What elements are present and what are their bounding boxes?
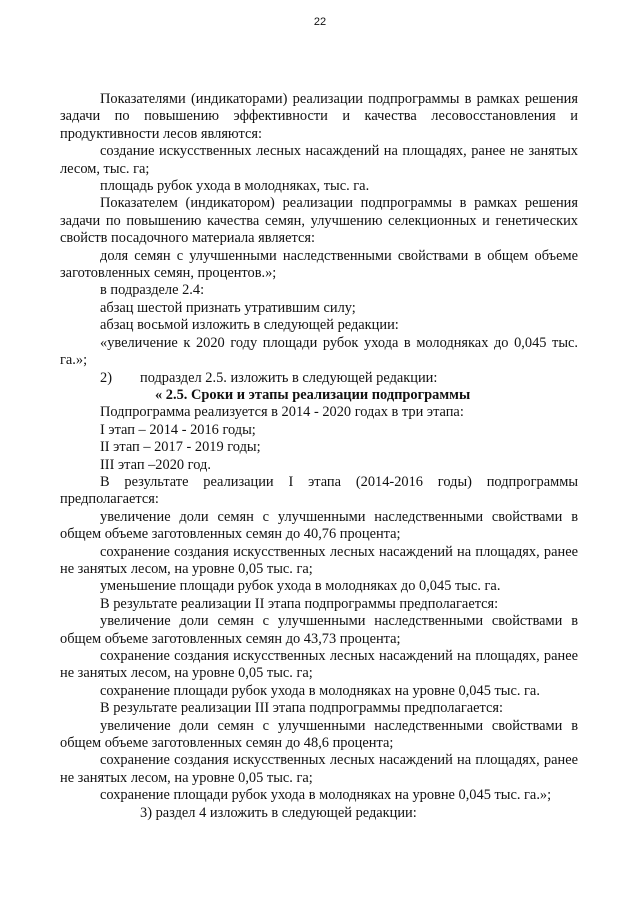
paragraph: Подпрограмма реализуется в 2014 - 2020 годах в три этапа: xyxy=(100,404,464,421)
paragraph: сохранение создания искусственных лесных насаждений на площадях, ранее не занятых лесом, на уровне 0,05 тыс. га; xyxy=(60,648,578,682)
paragraph: сохранение площади рубок ухода в молодняках на уровне 0,045 тыс. га.»; xyxy=(100,787,552,804)
document-body xyxy=(60,91,578,822)
paragraph: В результате реализации III этапа подпрограммы предполагается: xyxy=(100,700,503,717)
numbered-item-2 xyxy=(60,370,578,387)
paragraph: I этап – 2014 - 2016 годы; xyxy=(100,421,256,438)
paragraph: В результате реализации I этапа (2014-2016 годы) подпрограммы предполагается: xyxy=(60,473,578,508)
paragraph: II этап – 2017 - 2019 годы; xyxy=(100,439,261,456)
paragraph: доля семян с улучшенными наследственными свойствами в общем объеме заготовленных семян, процентов.»; xyxy=(60,247,578,282)
paragraph: в подразделе 2.4: xyxy=(100,282,205,299)
paragraph: III этап –2020 год. xyxy=(100,456,211,473)
paragraph: Показателями (индикаторами) реализации подпрограммы в рамках решения задачи по повышению эффективности и качества лесовосстановления и продуктивности лесов являются: xyxy=(60,91,578,142)
paragraph: абзац восьмой изложить в следующей редакции: xyxy=(100,317,399,334)
paragraph: Показателем (индикатором) реализации подпрограммы в рамках решения задачи по повышению качества семян, улучшению селекционных и генетических свойств посадочного материала является: xyxy=(60,195,578,247)
paragraph: увеличение доли семян с улучшенными наследственными свойствами в общем объеме заготовленных семян до 40,76 процента; xyxy=(60,508,578,543)
paragraph: абзац шестой признать утратившим силу; xyxy=(100,299,356,316)
page-number: 22 xyxy=(313,16,327,28)
paragraph: создание искусственных лесных насаждений на площадях, ранее не занятых лесом, тыс. га; xyxy=(60,143,578,177)
item-text: подраздел 2.5. изложить в следующей редакции: xyxy=(140,369,438,386)
paragraph: сохранение создания искусственных лесных насаждений на площадях, ранее не занятых лесом, на уровне 0,05 тыс. га; xyxy=(60,543,578,577)
paragraph: увеличение доли семян с улучшенными наследственными свойствами в общем объеме заготовленных семян до 43,73 процента; xyxy=(60,613,578,647)
paragraph: увеличение доли семян с улучшенными наследственными свойствами в общем объеме заготовленных семян до 48,6 процента; xyxy=(60,717,578,752)
paragraph: уменьшение площади рубок ухода в молодняках до 0,045 тыс. га. xyxy=(100,578,501,595)
paragraph: площадь рубок ухода в молодняках, тыс. га. xyxy=(100,178,370,195)
item-number: 2) xyxy=(100,369,112,386)
numbered-item-3: 3) раздел 4 изложить в следующей редакции: xyxy=(140,804,417,821)
section-heading: « 2.5. Сроки и этапы реализации подпрограммы xyxy=(155,386,471,403)
paragraph: сохранение создания искусственных лесных насаждений на площадях, ранее не занятых лесом, на уровне 0,05 тыс. га; xyxy=(60,752,578,786)
paragraph: В результате реализации II этапа подпрограммы предполагается: xyxy=(100,595,499,612)
paragraph: сохранение площади рубок ухода в молодняках на уровне 0,045 тыс. га. xyxy=(100,682,540,699)
paragraph: «увеличение к 2020 году площади рубок ухода в молодняках до 0,045 тыс. га.»; xyxy=(60,334,578,369)
